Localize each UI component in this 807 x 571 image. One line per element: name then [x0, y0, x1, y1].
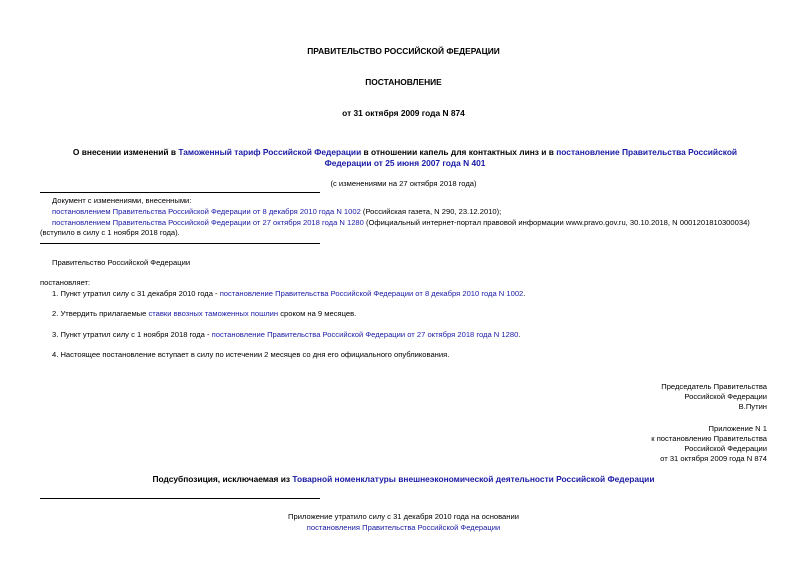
subposition-heading-text: Подсубпозиция, исключаемая из — [152, 474, 293, 484]
document-type: ПОСТАНОВЛЕНИЕ — [365, 77, 442, 87]
paragraph-2-text: 2. Утвердить прилагаемые — [52, 309, 149, 318]
document-title — [50, 147, 760, 169]
paragraph-1-end: . — [523, 289, 526, 298]
change-item-2-source: (Официальный интернет-портал правовой информации www.pravo.gov.ru, 30.10.2018, N 0001201810300034) (вступило в силу с 1 ноября 2018 года). — [40, 218, 750, 237]
appendix-number: Приложение N 1 — [708, 424, 767, 433]
divider-bottom — [40, 243, 320, 244]
paragraph-2-end: сроком на 9 месяцев. — [278, 309, 357, 318]
customs-tariff-link[interactable]: Таможенный тариф Российской Федерации — [178, 147, 362, 157]
paragraph-1-link[interactable]: постановление Правительства Российской Федерации от 8 декабря 2010 года N 1002 — [219, 289, 524, 298]
footnote-link-line — [0, 523, 807, 533]
subposition-heading — [0, 474, 807, 485]
government-label: Правительство Российской Федерации — [52, 258, 191, 267]
paragraph-1-text: 1. Пункт утратил силу с 31 декабря 2010 года - — [52, 289, 220, 298]
signature-position: Председатель Правительства — [661, 382, 767, 391]
edition-note: (с изменениями на 27 октября 2018 года) — [330, 179, 477, 188]
title-text-2: в отношении капель для контактных линз и в — [361, 147, 557, 157]
authority-heading: ПРАВИТЕЛЬСТВО РОССИЙСКОЙ ФЕДЕРАЦИИ — [307, 46, 500, 56]
divider-top — [40, 192, 320, 193]
change-item-1-source: (Российская газета, N 290, 23.12.2010); — [360, 207, 502, 216]
signature-org: Российской Федерации — [684, 392, 767, 401]
footnote-resolution-link[interactable]: постановления Правительства Российской Федерации — [306, 523, 501, 532]
document-date: от 31 октября 2009 года N 874 — [342, 108, 465, 118]
signature-name: В.Путин — [738, 402, 767, 411]
change-item-1 — [52, 207, 501, 217]
changes-intro: Документ с изменениями, внесенными: — [52, 196, 192, 205]
tnved-link[interactable]: Товарной номенклатуры внешнеэкономической деятельности Российской Федерации — [292, 474, 655, 484]
divider-footnote — [40, 498, 320, 499]
paragraph-3-end: . — [518, 330, 521, 339]
appendix-org: Российской Федерации — [684, 444, 767, 453]
paragraph-1 — [52, 289, 525, 299]
change-item-2 — [40, 218, 768, 238]
paragraph-2 — [52, 309, 356, 319]
duty-rates-link[interactable]: ставки ввозных таможенных пошлин — [148, 309, 279, 318]
paragraph-3-text: 3. Пункт утратил силу с 1 ноября 2018 года - — [52, 330, 212, 339]
appendix-date: от 31 октября 2009 года N 874 — [660, 454, 767, 463]
signature-block — [661, 382, 767, 412]
title-text-1: О внесении изменений в — [72, 147, 179, 157]
resolution-1280-link[interactable]: постановлением Правительства Российской Федерации от 27 октября 2018 года N 1280 — [52, 218, 364, 227]
paragraph-3 — [52, 330, 520, 340]
decides-label: постановляет: — [40, 278, 91, 287]
resolution-1002-link[interactable]: постановлением Правительства Российской Федерации от 8 декабря 2010 года N 1002 — [52, 207, 361, 216]
resolution-401-link[interactable]: постановление Правительства Российской Федерации от 25 июня 2007 года N 401 — [324, 147, 738, 168]
appendix-ref: к постановлению Правительства — [651, 434, 767, 443]
footnote-text: Приложение утратило силу с 31 декабря 2010 года на основании — [288, 512, 519, 521]
appendix-block — [651, 424, 767, 464]
paragraph-4: 4. Настоящее постановление вступает в силу по истечении 2 месяцев со дня его официального опубликования. — [52, 350, 450, 359]
paragraph-3-link[interactable]: постановление Правительства Российской Федерации от 27 октября 2018 года N 1280 — [211, 330, 519, 339]
